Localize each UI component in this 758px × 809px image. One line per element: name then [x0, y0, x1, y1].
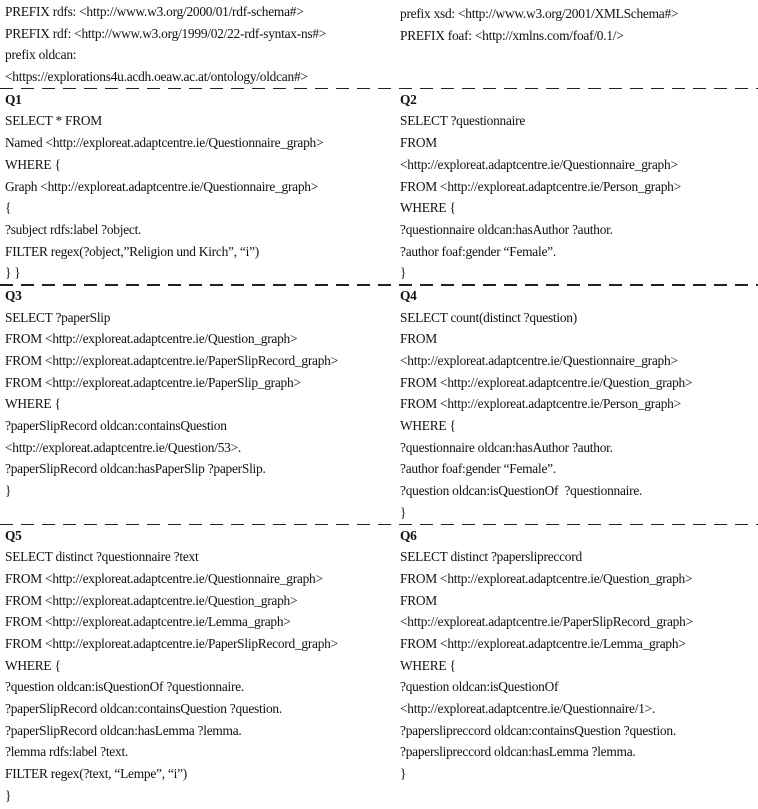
query-line: }: [5, 483, 12, 499]
query-line: SELECT ?questionnaire: [400, 113, 526, 129]
query-title: Q4: [400, 287, 417, 303]
query-title: Q2: [400, 91, 417, 107]
query-line: ?paperSlipRecord oldcan:hasLemma ?lemma.: [5, 722, 242, 738]
query-line: }: [400, 265, 407, 281]
query-cell-q2: [395, 89, 758, 284]
query-line: SELECT ?paperSlip: [5, 309, 111, 325]
query-title: Q1: [5, 91, 22, 107]
query-line: WHERE {: [5, 156, 61, 172]
query-cell-q5: [0, 525, 395, 807]
query-cell-q6: [395, 525, 758, 807]
query-line: FROM: [400, 331, 437, 347]
query-line: ?paperslipreccord oldcan:containsQuestion ?question.: [400, 722, 676, 738]
prefix-line: <https://explorations4u.acdh.oeaw.ac.at/ontology/oldcan#>: [5, 69, 308, 85]
prefix-section: [0, 0, 758, 88]
query-line: WHERE {: [5, 657, 61, 673]
query-line: <http://exploreat.adaptcentre.ie/PaperSlipRecord_graph>: [400, 614, 693, 630]
query-line: <http://exploreat.adaptcentre.ie/Questionnaire_graph>: [400, 156, 678, 172]
prefix-column-left: [0, 1, 395, 88]
query-row: [0, 524, 758, 807]
query-line: WHERE {: [400, 657, 456, 673]
query-cell-q1: [0, 89, 395, 284]
query-line: ?question oldcan:isQuestionOf: [400, 679, 559, 695]
query-line: SELECT * FROM: [5, 113, 102, 129]
query-line: FROM <http://exploreat.adaptcentre.ie/PaperSlipRecord_graph>: [5, 635, 338, 651]
query-row: [0, 88, 758, 284]
prefix-line: prefix xsd: <http://www.w3.org/2001/XMLSchema#>: [400, 6, 679, 21]
query-line: FROM <http://exploreat.adaptcentre.ie/PaperSlip_graph>: [5, 374, 301, 390]
query-line: ?paperSlipRecord oldcan:containsQuestion: [5, 418, 227, 434]
query-line: FROM <http://exploreat.adaptcentre.ie/Question_graph>: [400, 570, 693, 586]
query-line: FROM <http://exploreat.adaptcentre.ie/Lemma_graph>: [5, 614, 291, 630]
query-line: <http://exploreat.adaptcentre.ie/Questionnaire_graph>: [400, 353, 678, 368]
query-line: ?questionnaire oldcan:hasAuthor ?author.: [400, 221, 613, 237]
query-line: Named <http://exploreat.adaptcentre.ie/Questionnaire_graph>: [5, 135, 324, 151]
query-title: Q5: [5, 527, 22, 543]
query-line: FROM <http://exploreat.adaptcentre.ie/PaperSlipRecord_graph>: [5, 353, 338, 368]
query-title: Q3: [5, 287, 22, 303]
query-line: ?question oldcan:isQuestionOf ?questionnaire.: [5, 679, 245, 695]
query-line: ?paperSlipRecord oldcan:hasPaperSlip ?paperSlip.: [5, 461, 266, 477]
query-line: }: [400, 766, 407, 782]
query-line: WHERE {: [400, 418, 456, 434]
query-line: <http://exploreat.adaptcentre.ie/Question/53>.: [5, 439, 242, 455]
query-line: ?lemma rdfs:label ?text.: [5, 744, 129, 760]
query-line: SELECT count(distinct ?question): [400, 309, 577, 325]
query-line: WHERE {: [5, 396, 61, 412]
query-line: Graph <http://exploreat.adaptcentre.ie/Questionnaire_graph>: [5, 178, 319, 194]
prefix-column-right: [395, 1, 758, 88]
query-line: FROM <http://exploreat.adaptcentre.ie/Question_graph>: [5, 592, 298, 608]
query-line: {: [5, 200, 12, 216]
query-row: [0, 284, 758, 524]
query-line: ?author foaf:gender “Female”.: [400, 243, 556, 259]
query-cell-q4: [395, 285, 758, 524]
query-line: FILTER regex(?text, “Lempe”, “i”): [5, 766, 187, 782]
query-line: WHERE {: [400, 200, 456, 216]
query-line: ?paperslipreccord oldcan:hasLemma ?lemma.: [400, 744, 636, 760]
query-line: ?subject rdfs:label ?object.: [5, 221, 142, 237]
query-line: FILTER regex(?object,”Religion und Kirch”, “i”): [5, 243, 259, 259]
query-line: FROM <http://exploreat.adaptcentre.ie/Question_graph>: [5, 331, 298, 347]
query-title: Q6: [400, 527, 417, 543]
query-line: ?questionnaire oldcan:hasAuthor ?author.: [400, 439, 613, 455]
query-line: } }: [5, 265, 21, 281]
query-line: FROM: [400, 135, 437, 151]
query-line: FROM <http://exploreat.adaptcentre.ie/Questionnaire_graph>: [5, 570, 323, 586]
query-line: ?author foaf:gender “Female”.: [400, 461, 556, 477]
query-line: FROM <http://exploreat.adaptcentre.ie/Lemma_graph>: [400, 635, 686, 651]
query-line: FROM <http://exploreat.adaptcentre.ie/Person_graph>: [400, 396, 681, 412]
query-cell-q3: [0, 285, 395, 524]
prefix-line: prefix oldcan:: [5, 47, 77, 63]
query-line: ?paperSlipRecord oldcan:containsQuestion ?question.: [5, 701, 282, 716]
query-line: SELECT distinct ?paperslipreccord: [400, 549, 582, 565]
query-line: ?question oldcan:isQuestionOf ?questionnaire.: [400, 483, 643, 499]
query-line: FROM <http://exploreat.adaptcentre.ie/Question_graph>: [400, 374, 693, 390]
query-line: }: [400, 504, 407, 520]
query-line: }: [5, 787, 12, 803]
prefix-line: PREFIX rdf: <http://www.w3.org/1999/02/22-rdf-syntax-ns#>: [5, 25, 327, 41]
query-line: FROM <http://exploreat.adaptcentre.ie/Person_graph>: [400, 178, 681, 194]
query-line: <http://exploreat.adaptcentre.ie/Questionnaire/1>.: [400, 701, 656, 716]
query-line: FROM: [400, 592, 437, 608]
prefix-line: PREFIX rdfs: <http://www.w3.org/2000/01/rdf-schema#>: [5, 4, 304, 19]
prefix-line: PREFIX foaf: <http://xmlns.com/foaf/0.1/>: [400, 27, 624, 43]
query-line: SELECT distinct ?questionnaire ?text: [5, 549, 199, 565]
